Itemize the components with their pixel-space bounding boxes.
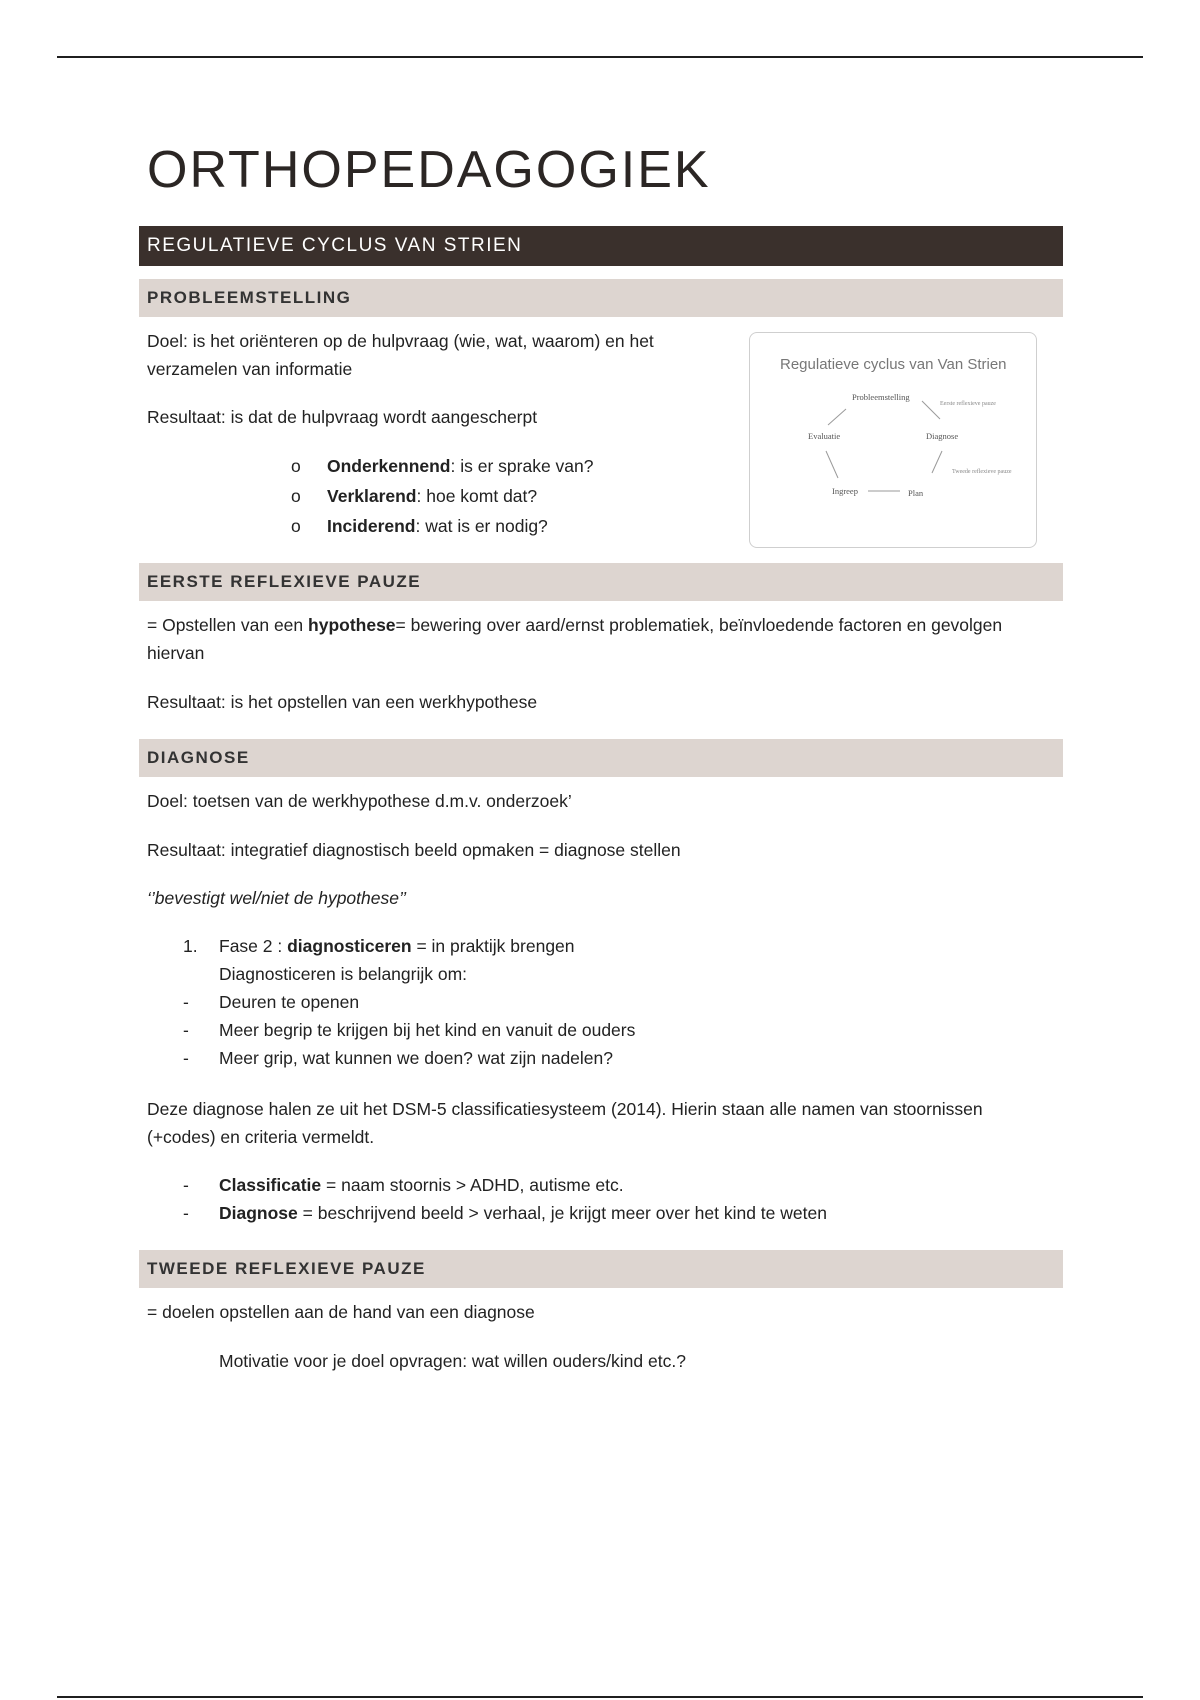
node-evaluatie: Evaluatie <box>808 431 841 441</box>
list-item: Onderkennend: is er sprake van? <box>327 456 594 476</box>
hypothese-line-1: = Opstellen van een hypothese= bewering over aard/ernst problematiek, beïnvloedende factoren en gevolgen <box>147 615 1003 635</box>
dash-marker: - <box>183 1203 189 1223</box>
list-number: 1. <box>183 936 198 956</box>
dash-marker: - <box>183 1175 189 1195</box>
dsm-line-2: (+codes) en criteria vermeldt. <box>147 1127 375 1147</box>
list-item: Meer begrip te krijgen bij het kind en vanuit de ouders <box>219 1020 636 1040</box>
resultaat-diagnose: Resultaat: integratief diagnostisch beeld opmaken = diagnose stellen <box>147 840 681 860</box>
bullet-circle: o <box>291 486 301 506</box>
motivatie-line: Motivatie voor je doel opvragen: wat willen ouders/kind etc.? <box>219 1351 686 1371</box>
heading-probleemstelling: PROBLEEMSTELLING <box>139 279 1063 317</box>
list-item: Meer grip, wat kunnen we doen? wat zijn nadelen? <box>219 1048 613 1068</box>
dash-marker: - <box>183 1048 189 1068</box>
note-eerste-pauze: Eerste reflexieve pauze <box>940 401 996 407</box>
top-rule <box>57 56 1143 58</box>
bullet-circle: o <box>291 456 301 476</box>
cycle-nodes <box>808 392 958 498</box>
cycle-diagram <box>750 333 1036 547</box>
doel-line-2: verzamelen van informatie <box>147 359 353 379</box>
doel-line-1: Doel: is het oriënteren op de hulpvraag (wie, wat, waarom) en het <box>147 331 654 351</box>
node-diagnose: Diagnose <box>926 431 959 441</box>
list-item: Deuren te openen <box>219 992 360 1012</box>
fase-2-line: Fase 2 : diagnosticeren = in praktijk brengen <box>219 936 575 956</box>
arrow <box>922 401 940 419</box>
definition-item: Diagnose = beschrijvend beeld > verhaal, je krijgt meer over het kind te weten <box>219 1203 827 1223</box>
resultaat-eerste-pauze: Resultaat: is het opstellen van een werkhypothese <box>147 692 538 712</box>
fase-2-sub: Diagnosticeren is belangrijk om: <box>219 964 468 984</box>
note-tweede-pauze: Tweede reflexieve pauze <box>952 469 1012 475</box>
figure-title: Regulatieve cyclus van Van Strien <box>780 356 1007 373</box>
quote-hypothese: ‘’bevestigt wel/niet de hypothese’’ <box>147 888 407 908</box>
cycle-arrows <box>826 401 942 491</box>
definition-item: Classificatie = naam stoornis > ADHD, autisme etc. <box>219 1175 624 1195</box>
section-heading: REGULATIEVE CYCLUS VAN STRIEN <box>139 226 1063 266</box>
doelen-line: = doelen opstellen aan de hand van een diagnose <box>147 1302 535 1322</box>
node-plan: Plan <box>908 488 924 498</box>
bottom-rule <box>57 1696 1143 1698</box>
bullet-circle: o <box>291 516 301 536</box>
arrow <box>826 451 838 478</box>
doel-diagnose: Doel: toetsen van de werkhypothese d.m.v. onderzoek’ <box>147 791 572 811</box>
dash-marker: - <box>183 1020 189 1040</box>
list-item: Inciderend: wat is er nodig? <box>327 516 548 536</box>
heading-tweede-pauze: TWEEDE REFLEXIEVE PAUZE <box>139 1250 1063 1288</box>
list-item: Verklarend: hoe komt dat? <box>327 486 538 506</box>
page-title: ORTHOPEDAGOGIEK <box>147 141 711 199</box>
dash-marker: - <box>183 992 189 1012</box>
cycle-figure <box>749 332 1037 548</box>
resultaat-probleemstelling: Resultaat: is dat de hulpvraag wordt aangescherpt <box>147 407 538 427</box>
arrow <box>932 451 942 473</box>
dsm-line-1: Deze diagnose halen ze uit het DSM-5 classificatiesysteem (2014). Hierin staan alle namen van stoornissen <box>147 1099 983 1119</box>
node-ingreep: Ingreep <box>832 486 858 496</box>
node-probleemstelling: Probleemstelling <box>852 392 910 402</box>
hypothese-line-2: hiervan <box>147 643 205 663</box>
heading-eerste-pauze: EERSTE REFLEXIEVE PAUZE <box>139 563 1063 601</box>
arrow <box>828 409 846 425</box>
heading-diagnose: DIAGNOSE <box>139 739 1063 777</box>
